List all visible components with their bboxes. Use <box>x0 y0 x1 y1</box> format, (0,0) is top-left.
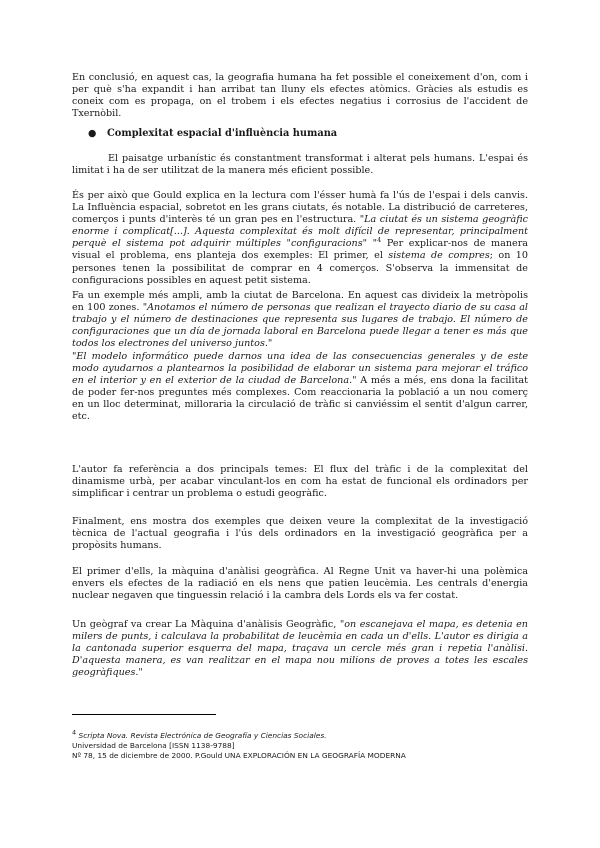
paragraph-analysis-machine: El primer d'ells, la màquina d'anàlisi geogràfica. Al Regne Unit va haver-hi una polèmica envers els efectes de la radiació en els nens que patien leucèmia. Les centrals d'energia nuclear negaven que tinguessin relació i la cambra dels Lords els va fer costat. <box>72 566 528 602</box>
paragraph-barcelona-example <box>72 290 528 350</box>
footnote-university: Universidad de Barcelona [ISSN 1138-9788] <box>72 741 235 750</box>
footnote-number: 4 <box>72 728 77 737</box>
paragraph-geographer <box>72 619 528 679</box>
footnote-reference: 4 <box>377 236 382 245</box>
quote-span: "Anotamos el número de personas que realizan el trayecto diario de su casa al trabajo y el número de destinaciones que representa sus lugares de trabajo. El número de configuraciones que un día de jornada laboral en Barcelona puede llegar a tener es más que todos los electrones del universo juntos." <box>72 302 528 350</box>
quote-span: "El modelo informático puede darnos una idea de las consecuencias generales y de este modo ayudarnos a plantearnos la posibilidad de elaborar un sistema para mejorar el tráfico en el interior y en el exterior de la ciudad de Barcelona." <box>72 351 528 387</box>
text-span: ; on 10 persones tenen la possibilitat de comprar en 4 comerços. S'observa la immensitat de configuracions possibles en aquest petit sistema. <box>72 250 528 286</box>
footnote-journal <box>72 728 528 741</box>
footnote-issue: Nº 78, 15 de diciembre de 2000. P.Gould UNA EXPLORACIÓN EN LA GEOGRAFÍA MODERNA <box>72 751 406 760</box>
quote-span: "on escanejava el mapa, es detenia en milers de punts, i calculava la probabilitat de leucèmia en cada un d'ells. L'autor es dirigia a la cantonada superior esquerra del mapa, traçava un cercle més gran i repetia l'anàlisi. D'aquesta manera, es van realitzar en el mapa nou milions de proves a totes les escales geogràfiques." <box>72 619 528 679</box>
paragraph-computer-model <box>72 351 528 424</box>
paragraph-finally: Finalment, ens mostra dos exemples que deixen veure la complexitat de la investigació tècnica de l'actual geografia i l'ús dels ordinadors en la investigació geogràfica per a propòsits humans. <box>72 516 528 552</box>
text-span: És per això que Gould explica en la lectura com l'ésser humà fa l'ús de l'espai i dels canvis. La Influència espacial, sobretot en les grans ciutats, és notable. La distribució de carreteres, comerços i punts d'interès té un gran pes en l'estructura. <box>72 190 528 226</box>
text-span: A més a més, ens dona la facilitat de poder fer-nos preguntes més complexes. Com reaccionaria la població a un nou comerç en un lloc determinat, milloraria la circulació de tràfic si canviéssim el sentit d'algun carrer, etc. <box>72 375 528 423</box>
paragraph-urban-landscape: El paisatge urbanístic és constantment transformat i alterat pels humans. L'espai és limitat i ha de ser utilitzat de la manera més eficient possible. <box>72 153 528 177</box>
text-span: Per explicar-nos de manera visual el problema, ens planteja dos exemples: El primer, el <box>72 238 529 262</box>
footnote-journal-title: Scripta Nova. Revista Electrónica de Geografía y Ciencias Sociales. <box>78 731 327 740</box>
text-span: Fa un exemple més ampli, amb la ciutat de Barcelona. En aquest cas divideix la metròpolis en 100 zones. <box>72 290 528 314</box>
paragraph-author-themes: L'autor fa referència a dos principals temes: El flux del tràfic i de la complexitat del dinamisme urbà, per acabar vinculant-los en com ha estat de funcional els ordinadors per simplificar i centrar un problema o estudi geogràfic. <box>72 464 528 500</box>
quote-span: "La ciutat és un sistema geogràfic enorme i complicat[...]. Aquesta complexitat és molt difícil de representar, principalment perquè el sistema pot adquirir múltiples "configuracions" " <box>72 214 528 250</box>
section-heading: Complexitat espacial d'influència humana <box>107 128 338 139</box>
paragraph-conclusion: En conclusió, en aquest cas, la geografia humana ha fet possible el coneixement d'on, com i per què s'ha expandit i han arribat tan lluny els efectes atòmics. Gràcies als estudis es coneix com es propaga, on el trobem i els efectes negatius i corrosius de l'accident de Txernòbil. <box>72 72 528 120</box>
bullet-icon: ● <box>88 128 97 139</box>
text-span: Un geògraf va crear La Màquina d'anàlisis Geogràfic, <box>72 619 340 630</box>
emphasis-span: sistema de compres <box>388 250 490 262</box>
paragraph-gould-explanation <box>72 190 528 287</box>
footnote-divider <box>72 714 216 715</box>
